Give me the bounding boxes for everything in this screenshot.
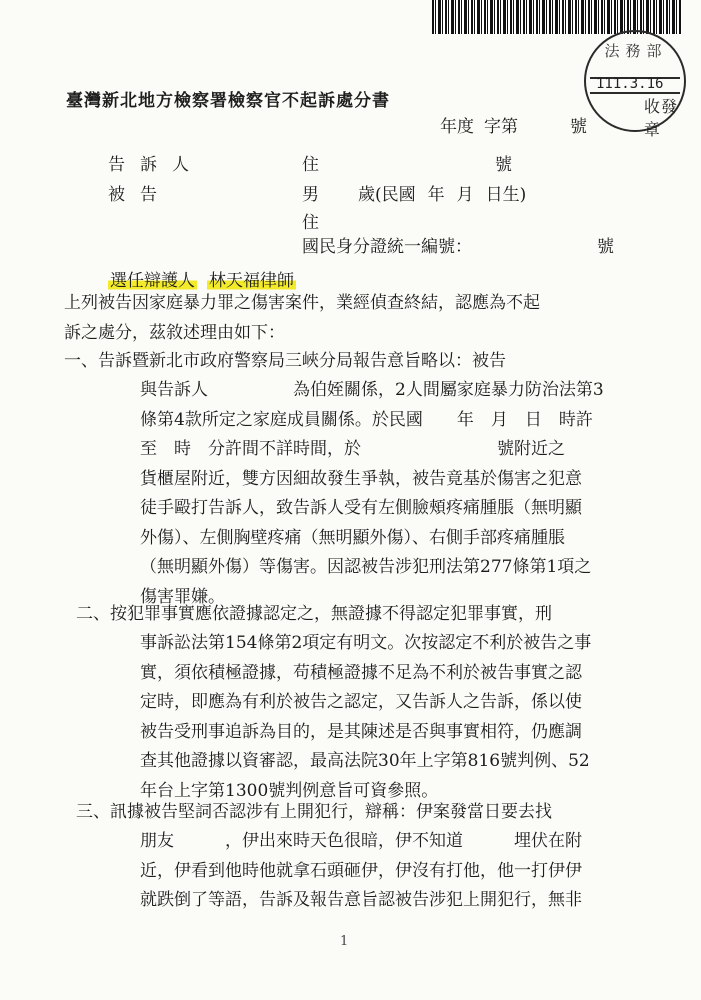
section-three-heading: 三、訊據被告堅詞否認涉有上開犯行，辯稱：伊案發當日要去找 — [76, 802, 552, 822]
intro-paragraph: 上列被告因家庭暴力罪之傷害案件，業經偵查終結，認應為不起 訴之處分，茲敘述理由如下： — [64, 293, 540, 343]
defendant-label: 被告 — [108, 185, 172, 205]
defense-counsel-label: 選任辯護人 — [110, 271, 195, 291]
case-year-label: 年度 — [440, 117, 474, 137]
received-stamp — [584, 30, 686, 139]
defense-counsel-line — [108, 266, 296, 291]
id-number-label: 國民身分證統一編號： — [302, 237, 472, 257]
stamp-date: 111.3.16 — [596, 76, 664, 92]
section-one-heading: 一、告訴暨新北市政府警察局三峽分局報告意旨略以：被告 — [64, 351, 506, 371]
case-word-label: 字第 — [484, 117, 518, 137]
page-number: 1 — [340, 934, 349, 949]
section-two-heading: 二、按犯罪事實應依證據認定之，無證據不得認定犯罪事實，刑 — [76, 604, 552, 624]
complainant-address-suffix: 號 — [495, 155, 512, 175]
defense-counsel-name: 林天福律師 — [209, 271, 294, 291]
case-number-line — [440, 112, 587, 137]
complainant-address-label: 住 — [302, 155, 319, 175]
id-number-suffix: 號 — [597, 237, 614, 257]
stamp-received-label: 收發章 — [644, 97, 679, 139]
section-three-body: 朋友 ，伊出來時天色很暗，伊不知道 埋伏在附 近，伊看到他時他就拿石頭砸伊，伊沒有打他，他一打伊伊 就跌倒了等語，告訴及報告意旨認被告涉犯上開犯行，無非 — [140, 831, 582, 910]
stamp-office-text: 法務部 — [604, 42, 668, 60]
section-one-body: 與告訴人 為伯姪關係，2人間屬家庭暴力防治法第3 條第4款所定之家庭成員關係。於民國 年 月 日 時許 至 時 分許間不詳時間，於 號附近之 貨櫃屋附近，雙方因細故發生爭執，被告竟基於傷害之犯意 徒手毆打告訴人，致告訴人受有左側臉頰疼痛腫脹（無明顯 外傷）、左側胸壁疼痛（無明顯外傷）、右側手部疼痛腫脹 （無明顯外傷）等傷害。因認被告涉犯刑法第277條第1項之 傷害罪嫌。 — [140, 380, 604, 607]
defendant-birth-line: 歲(民國 年 月 日生) — [358, 185, 527, 205]
document-title: 臺灣新北地方檢察署檢察官不起訴處分書 — [66, 91, 390, 111]
section-two-body: 事訴訟法第154條第2項定有明文。次按認定不利於被告之事 實，須依積極證據，苟積極證據不足為不利於被告事實之認 定時，即應為有利於被告之認定，又告訴人之告訴，係以使 被告受刑事追訴為目的，是其陳述是否與事實相符，仍應調 查其他證據以資審認，最高法院30年上字第816號判例、52 年台上字第1300號判例意旨可資參照。 — [140, 633, 592, 801]
complainant-label: 告訴人 — [108, 155, 204, 175]
case-number-label: 號 — [570, 117, 587, 137]
barcode-bars — [432, 0, 682, 34]
defendant-address-label: 住 — [302, 213, 319, 233]
defendant-gender: 男 — [302, 185, 319, 205]
